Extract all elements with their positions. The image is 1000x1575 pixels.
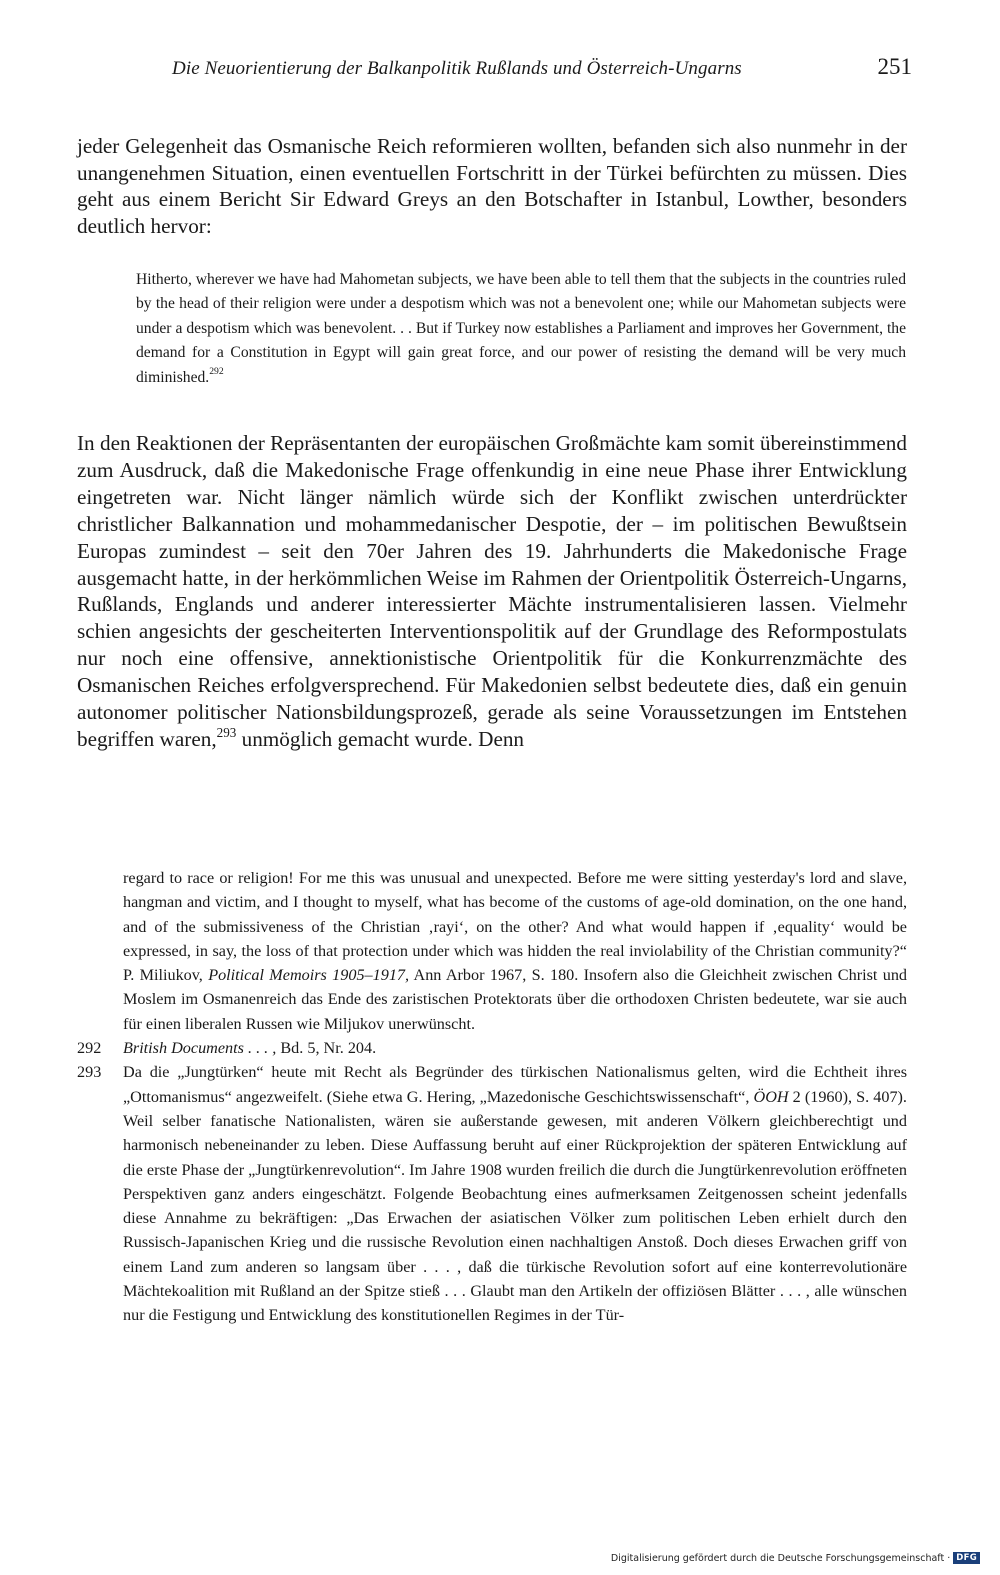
footnote-293 <box>77 1060 907 1327</box>
footnote-text: Bd. 5, Nr. 204. <box>276 1039 377 1058</box>
footnote-text: Ann Arbor 1967, S. 180. Insofern also die Gleichheit zwischen Christ und Moslem im Osmanenreich das Ende des zaristischen Protektorats über die orthodoxen Christen bedeutete, war sie auch für einen liberalen Russen wie Miljukov unerwünscht. <box>123 966 908 1033</box>
paragraph-text: In den Reaktionen der Repräsentanten der europäischen Großmächte kam somit übereinstimmend zum Ausdruck, daß die Makedonische Frage offenkundig in eine neue Phase ihrer Entwicklung eingetreten war. Nicht länger nämlich würde sich der Konflikt zwischen unterdrückter christlicher Balkannation und mohammedanischer Despotie, der – im politischen Bewußtsein Europas zumindest – seit den 70er Jahren des 19. Jahrhunderts die Makedonische Frage ausgemacht hatte, in der herkömmlichen Weise im Rahmen der Orientpolitik Österreich-Ungarns, Rußlands, Englands und anderer interessierter Mächte instrumentalisieren lassen. Vielmehr schien angesichts der gescheiterten Interventionspolitik auf der Grundlage des Reformpostulats nur noch eine offensive, annektionistische Orientpolitik für die Konkurrenzmächte des Osmanischen Reiches erfolgversprechend. Für Makedonien selbst bedeutete dies, daß ein genuin autonomer politischer Nationsbildungsprozeß, gerade als seine Voraussetzungen im Entstehen begriffen waren, <box>77 431 907 751</box>
credit-text: Digitalisierung gefördert durch die Deutsche Forschungsgemeinschaft · <box>610 1552 951 1564</box>
footnote-text: regard to race or religion! For me this was unusual and unexpected. Before me were sitting yesterday's lord and slave, hangman and victim, and I thought to myself, what has become of the customs of age-old domination, on the one hand, and of the submissiveness of the Christian ‚rayi‘, on the other? And what would happen if ‚equality‘ would be expressed, in say, the loss of that protection under which was hidden the real inviolability of the Christian community?“ P. Miliukov, <box>123 869 907 985</box>
body-paragraph: jeder Gelegenheit das Osmanische Reich reformieren wollten, befanden sich also nunmehr in der unangenehmen Situation, einen eventuellen Fortschritt in der Türkei befürchten zu müssen. Dies geht aus einem Bericht Sir Edward Greys an den Botschafter in Istanbul, Lowther, besonders deutlich hervor: <box>77 134 907 238</box>
digitization-credit <box>611 1552 980 1564</box>
footnote-title: British Documents . . . , <box>123 1039 277 1058</box>
running-head <box>172 54 912 88</box>
dfg-logo: DFG <box>953 1552 980 1564</box>
footnote-text: Da die „Jungtürken“ heute mit Recht als Begründer des türkischen Nationalismus gelten, wird die Echtheit ihres „Ottomanismus“ angezweifelt. (Siehe etwa G. Hering, „Mazedonische Geschichtswissenschaft“, <box>123 1063 907 1106</box>
footnote-ref: 292 <box>209 366 224 378</box>
footnote-number: 292 <box>77 1039 102 1058</box>
block-quote <box>136 268 906 390</box>
running-title: Die Neuorientierung der Balkanpolitik Rußlands und Österreich-Ungarns <box>172 58 742 79</box>
footnote-number: 293 <box>77 1063 102 1082</box>
footnote-title: Political Memoirs 1905–1917, <box>208 966 410 985</box>
quote-text: Hitherto, wherever we have had Mahometan subjects, we have been able to tell them that the subjects in the countries ruled by the head of their religion were under a despotism which was not a benevolent one; while our Mahometan subjects were under a despotism which was benevolent. . . But if Turkey now establishes a Parliament and improves her Government, the demand for a Constitution in Egypt will gain great force, and our power of resisting the demand will be very much diminished. <box>136 271 906 386</box>
footnotes <box>77 866 907 1328</box>
paragraph-text: unmöglich gemacht wurde. Denn <box>236 726 525 751</box>
footnote-text: 2 (1960), S. 407). Weil selber fanatische Nationalisten, wären sie außerstande gewesen, mit anderen Völkern gleichberechtigt und harmonisch nebeneinander zu leben. Diese Auffassung beruht auf einer Rückprojektion der späteren Entwicklung auf die erste Phase der „Jungtürkenrevolution“. Im Jahre 1908 wurden freilich die durch die Jungtürkenrevolution eröffneten Perspektiven ganz anders eingeschätzt. Folgende Beobachtung eines aufmerksamen Zeitgenossen scheint jedenfalls diese Annahme zu bekräftigen: „Das Erwachen der asiatischen Völker zum politischen Leben erhielt durch den Russisch-Japanischen Krieg und die russische Revolution einen nachhaltigen Anstoß. Doch dieses Erwachen griff von einem Land zum anderen so langsam über . . . , daß die türkische Revolution sofort auf eine konterrevolutionäre Mächtekoalition mit Rußland an der Spitze stieß . . . Glaubt man den Artikeln der offiziösen Blätter . . . , alle wünschen nur die Festigung und Entwicklung des konstitutionellen Regimes in der Tür- <box>123 1087 907 1325</box>
page-number: 251 <box>877 54 912 79</box>
footnote-title: ÖOH <box>753 1087 789 1106</box>
body-paragraph <box>77 430 907 753</box>
footnote-continuation <box>123 866 907 1036</box>
footnote-ref: 293 <box>216 724 237 740</box>
footnote-text <box>123 1036 907 1060</box>
footnote-text <box>123 1060 907 1327</box>
footnote-292 <box>77 1036 907 1060</box>
